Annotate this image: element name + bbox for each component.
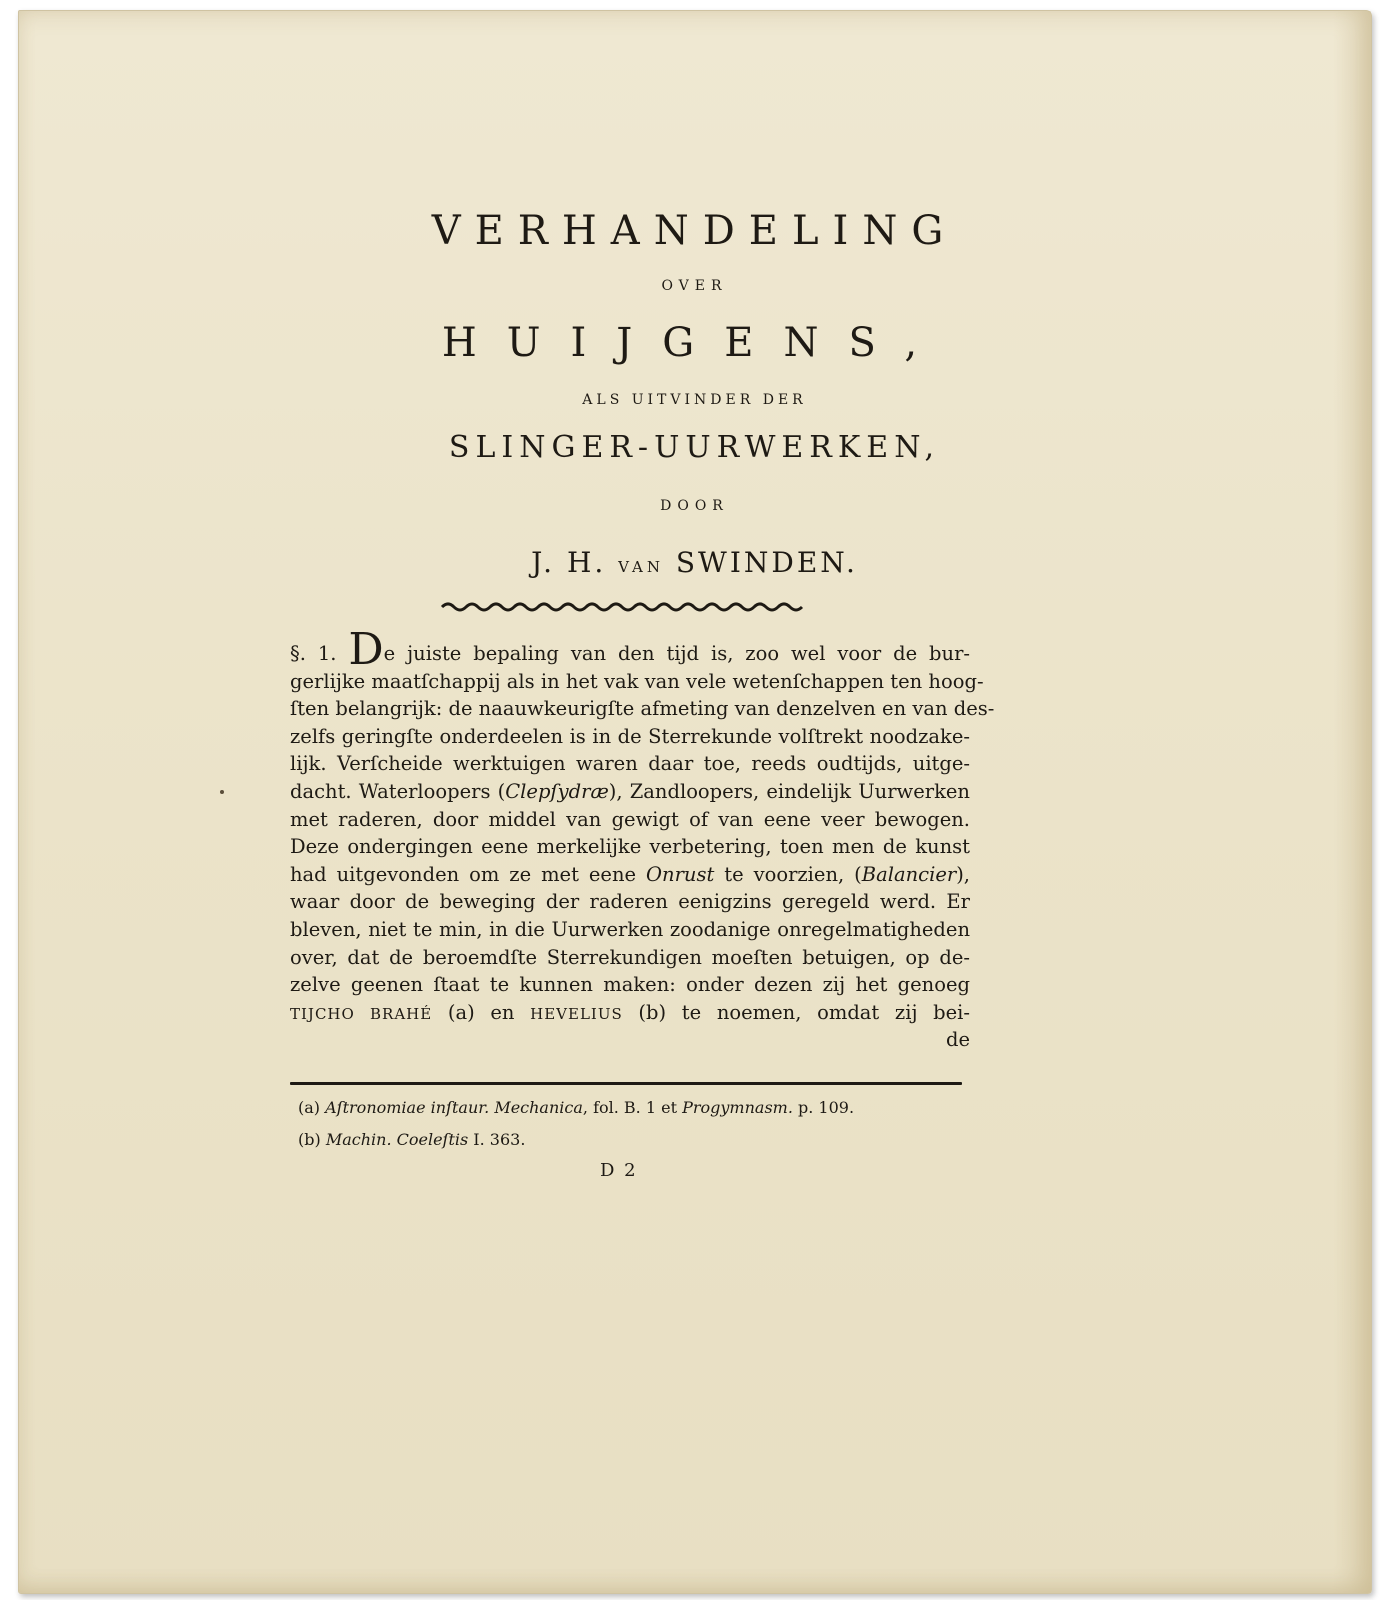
author-initials: J. H. — [531, 546, 607, 579]
text-line-1: §. 1. De juiste bepaling van den tijd is, zoo wel voor de bur- — [290, 624, 970, 675]
text-line-10: waar door de beweging der raderen eenigzins geregeld werd. Er — [290, 890, 970, 914]
title-huijgens: HUIJGENS, — [441, 320, 948, 366]
author-line — [0, 546, 1389, 579]
title-door: DOOR — [660, 498, 729, 514]
italic-balancier: Balancier — [861, 862, 957, 886]
name-tijcho-brahe: TIJCHO BRAHÉ — [290, 1004, 433, 1023]
text-line-6: dacht. Waterloopers (Clepſydræ), Zandloopers, eindelijk Uurwerken — [290, 779, 970, 803]
text-line-2: gerlijke maatſchappij als in het vak van vele wetenſchappen ten hoog- — [290, 669, 984, 693]
text-line-3: ſten belangrijk: de naauwkeurigſte afmeting van denzelven en van des- — [290, 697, 995, 721]
name-hevelius: HEVELIUS — [530, 1004, 623, 1023]
text-line-5: lijk. Verſcheide werktuigen waren daar toe, reeds oudtijds, uitge- — [290, 752, 970, 776]
catchword: de — [945, 1028, 970, 1052]
text-line-9: had uitgevonden om ze met eene Onrust te voorzien, (Balancier), — [290, 862, 970, 886]
footnote-rule — [290, 1082, 962, 1085]
text-line-4: zelfs geringſte onderdeelen is in de Sterrekunde volſtrekt noodzake- — [290, 724, 970, 748]
title-als-uitvinder: ALS UITVINDER DER — [582, 392, 807, 408]
author-van: VAN — [618, 558, 664, 576]
footnote-b: (b) Machin. Coeleſtis I. 363. — [298, 1130, 526, 1149]
title-over: OVER — [661, 278, 728, 294]
text-line-13: zelve geenen ſtaat te kunnen maken: onder dezen zij het genoeg — [290, 973, 970, 997]
text-line-8: Deze ondergingen eene merkelijke verbetering, toen men de kunst — [290, 835, 970, 859]
text-line-12: over, dat de beroemdſte Sterrekundigen moeſten betuigen, op de- — [290, 945, 970, 969]
body-paragraph — [290, 624, 995, 1054]
ink-speck — [220, 790, 224, 794]
title-verhandeling: VERHANDELING — [431, 208, 958, 254]
section-mark: §. 1. — [290, 642, 337, 665]
italic-onrust: Onrust — [646, 862, 715, 886]
text-line-14: TIJCHO BRAHÉ (a) en HEVELIUS (b) te noemen, omdat zij bei- — [290, 1000, 970, 1024]
footnote-a: (a) Aſtronomiae inſtaur. Mechanica, fol. B. 1 et Progymnasm. p. 109. — [298, 1098, 855, 1117]
text-line-7: met raderen, door middel van gewigt of van eene veer bewogen. — [290, 807, 970, 831]
signature-mark: D 2 — [600, 1160, 638, 1181]
italic-clepsydrae: Clepſydræ — [505, 779, 609, 803]
text-line-11: bleven, niet te min, in die Uurwerken zoodanige onregelmatigheden — [290, 917, 970, 941]
dropcap-letter: D — [348, 624, 384, 675]
title-slinger-uurwerken: SLINGER-UURWERKEN, — [448, 430, 941, 465]
author-surname: SWINDEN. — [675, 546, 858, 579]
ornamental-rule — [440, 598, 810, 616]
